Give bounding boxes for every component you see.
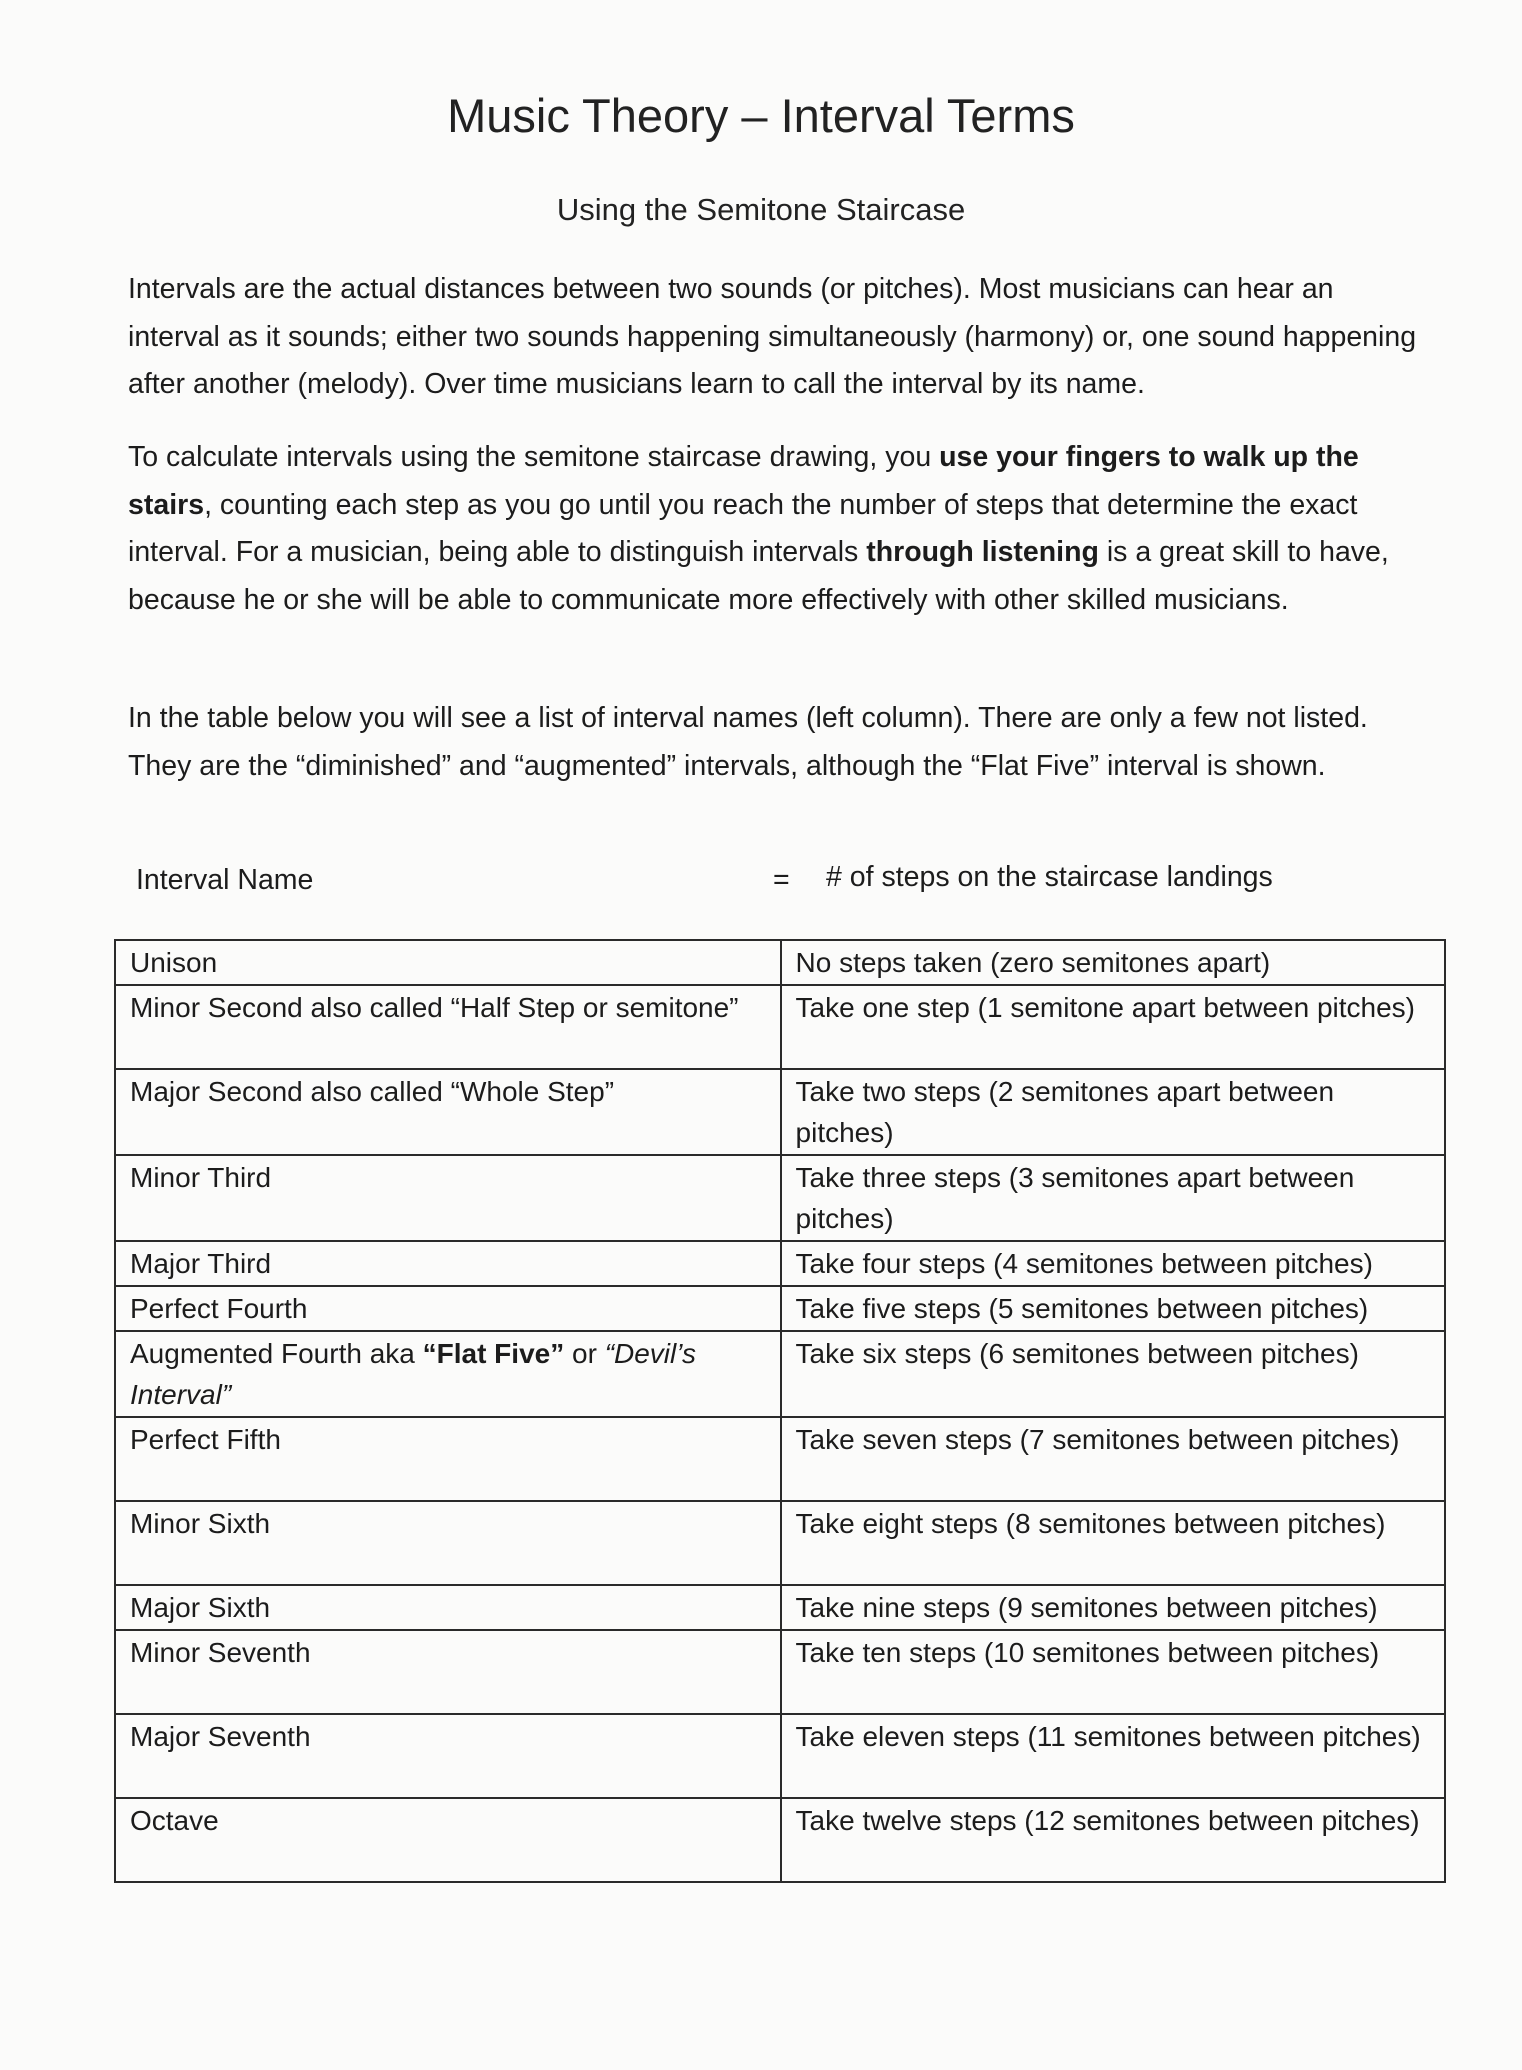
interval-steps-cell: Take one step (1 semitone apart between pitches): [781, 985, 1445, 1069]
interval-name-cell: Unison: [115, 940, 781, 985]
heading-steps: # of steps on the staircase landings: [826, 861, 1273, 893]
table-row: [115, 1585, 1445, 1630]
table-row: [115, 940, 1445, 985]
interval-name-cell: Octave: [115, 1798, 781, 1882]
interval-steps-cell: No steps taken (zero semitones apart): [781, 940, 1445, 985]
interval-name-cell: Major Third: [115, 1241, 781, 1286]
table-row: [115, 985, 1445, 1069]
interval-steps-cell: Take seven steps (7 semitones between pitches): [781, 1417, 1445, 1501]
interval-name-cell: Minor Third: [115, 1155, 781, 1241]
interval-steps-cell: Take eleven steps (11 semitones between pitches): [781, 1714, 1445, 1798]
table-row: [115, 1798, 1445, 1882]
heading-equals: =: [773, 864, 790, 896]
table-row: [115, 1630, 1445, 1714]
interval-steps-cell: Take nine steps (9 semitones between pitches): [781, 1585, 1445, 1630]
interval-name-cell: Minor Sixth: [115, 1501, 781, 1585]
method-text-1: To calculate intervals using the semitone staircase drawing, you: [128, 441, 940, 473]
table-row: [115, 1417, 1445, 1501]
interval-name-cell: [115, 1331, 781, 1417]
method-text-3: is a great skill to have, because he or she will be able to communicate more effectively with other skilled musicians.: [128, 536, 1389, 616]
interval-steps-cell: Take five steps (5 semitones between pitches): [781, 1286, 1445, 1331]
intro-paragraph: Intervals are the actual distances between two sounds (or pitches). Most musicians can hear an interval as it sounds; either two sounds happening simultaneously (harmony) or, one sound happening after another (melody). Over time musicians learn to call the interval by its name.: [128, 273, 1417, 400]
method-paragraph: [128, 434, 1428, 624]
interval-name-cell: Major Seventh: [115, 1714, 781, 1798]
interval-steps-cell: Take four steps (4 semitones between pitches): [781, 1241, 1445, 1286]
interval-steps-cell: Take twelve steps (12 semitones between pitches): [781, 1798, 1445, 1882]
interval-name-bold: “Flat Five”: [422, 1338, 565, 1369]
interval-name-italic: “Devil’s Interval”: [130, 1338, 696, 1410]
interval-name-cell: Minor Seventh: [115, 1630, 781, 1714]
table-row: [115, 1501, 1445, 1585]
table-row: [115, 1331, 1445, 1417]
method-emphasis-1: use your fingers to walk up the stairs: [128, 441, 1359, 521]
table-row: [115, 1241, 1445, 1286]
intervals-table: [114, 939, 1446, 1883]
interval-name-text: Augmented Fourth aka: [130, 1338, 423, 1369]
method-text-2: , counting each step as you go until you reach the number of steps that determine the exact interval. For a musician, being able to distinguish intervals: [128, 488, 1358, 568]
table-row: [115, 1069, 1445, 1155]
method-emphasis-2: through listening: [866, 536, 1099, 568]
interval-name-cell: Major Second also called “Whole Step”: [115, 1069, 781, 1155]
table-column-headings: [136, 861, 1436, 908]
interval-steps-cell: Take eight steps (8 semitones between pitches): [781, 1501, 1445, 1585]
interval-name-text: or: [564, 1338, 605, 1369]
interval-steps-cell: Take two steps (2 semitones apart between pitches): [781, 1069, 1445, 1155]
interval-steps-cell: Take ten steps (10 semitones between pitches): [781, 1630, 1445, 1714]
interval-name-cell: Perfect Fourth: [115, 1286, 781, 1331]
page-subtitle: Using the Semitone Staircase: [556, 192, 966, 227]
page-title: Music Theory – Interval Terms: [447, 89, 1075, 142]
table-row: [115, 1155, 1445, 1241]
interval-name-cell: Minor Second also called “Half Step or semitone”: [115, 985, 781, 1069]
interval-name-cell: Perfect Fifth: [115, 1417, 781, 1501]
table-intro-paragraph: In the table below you will see a list of interval names (left column). There are only a few not listed. They are the “diminished” and “augmented” intervals, although the “Flat Five” interval is shown.: [128, 702, 1368, 782]
interval-steps-cell: Take three steps (3 semitones apart between pitches): [781, 1155, 1445, 1241]
interval-name-cell: Major Sixth: [115, 1585, 781, 1630]
table-row: [115, 1286, 1445, 1331]
interval-steps-cell: Take six steps (6 semitones between pitches): [781, 1331, 1445, 1417]
heading-interval-name: Interval Name: [136, 864, 314, 896]
table-row: [115, 1714, 1445, 1798]
